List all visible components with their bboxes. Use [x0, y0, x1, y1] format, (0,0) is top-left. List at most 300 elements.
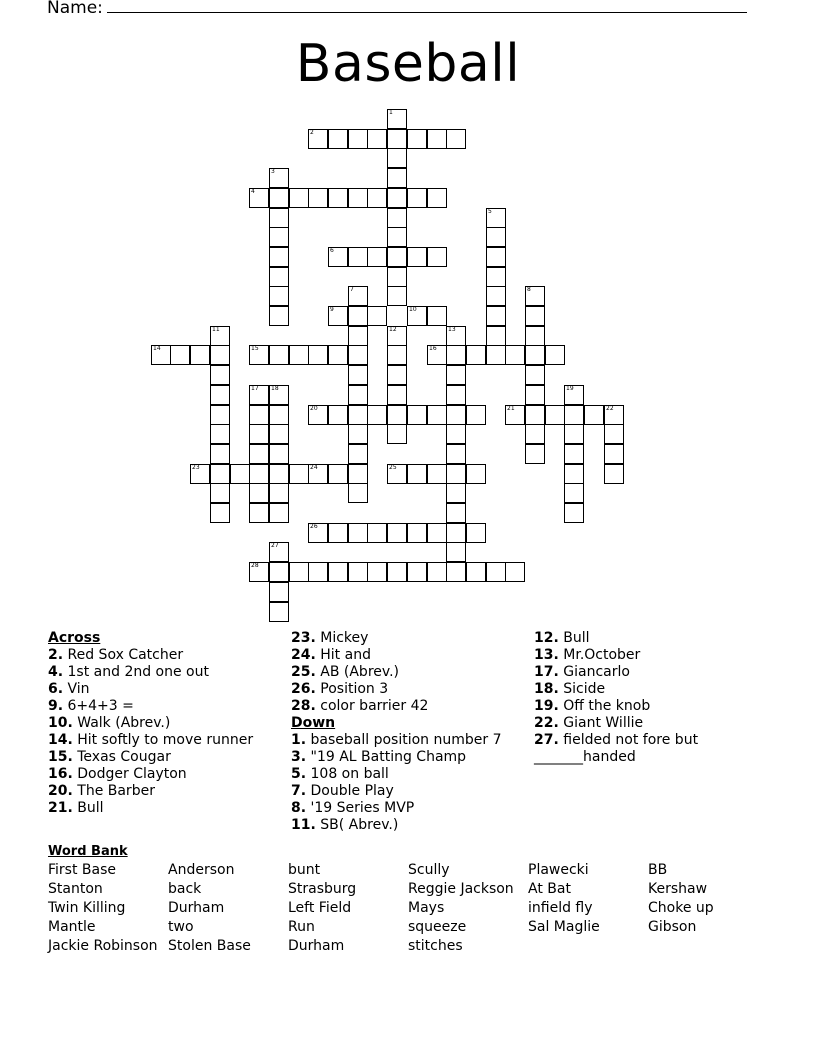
grid-cell[interactable] — [249, 385, 269, 405]
grid-cell[interactable] — [328, 306, 348, 326]
grid-cell[interactable] — [564, 424, 584, 444]
clue-22 — [534, 715, 698, 732]
grid-cell[interactable] — [525, 405, 545, 425]
clue-text: Red Sox Catcher — [63, 647, 184, 663]
grid-cell[interactable] — [486, 562, 506, 582]
grid-cell[interactable] — [249, 188, 269, 208]
word-bank-entry: Scully — [408, 862, 450, 878]
grid-cell[interactable] — [387, 424, 407, 444]
cell-number: 8 — [527, 286, 531, 293]
name-underline[interactable] — [107, 0, 747, 13]
grid-cell[interactable] — [407, 405, 427, 425]
grid-cell[interactable] — [387, 208, 407, 228]
cell-number: 21 — [507, 405, 515, 412]
grid-cell[interactable] — [308, 188, 328, 208]
word-bank-entry: bunt — [288, 862, 321, 878]
cell-number: 25 — [389, 464, 397, 471]
across-heading: Across — [48, 630, 101, 646]
grid-cell[interactable] — [289, 345, 309, 365]
grid-cell[interactable] — [190, 345, 210, 365]
clue-2 — [48, 647, 253, 664]
clue-number: 10. — [48, 715, 73, 731]
cell-number: 13 — [448, 326, 456, 333]
clue-text: AB (Abrev.) — [315, 664, 399, 680]
clue-text: Hit softly to move runner — [72, 732, 254, 748]
grid-cell[interactable] — [210, 503, 230, 523]
word-bank-entry: Anderson — [168, 862, 235, 878]
grid-cell[interactable] — [308, 562, 328, 582]
grid-cell[interactable] — [407, 129, 427, 149]
grid-cell[interactable] — [210, 326, 230, 346]
clue-text: Bull — [558, 630, 590, 646]
clue-number: 16. — [48, 766, 73, 782]
grid-cell[interactable] — [446, 523, 466, 543]
clue-number: 1. — [291, 732, 307, 748]
clue-number: 12. — [534, 630, 559, 646]
clue-27 — [534, 732, 698, 749]
cell-number: 4 — [251, 188, 255, 195]
grid-cell[interactable] — [427, 464, 447, 484]
grid-cell[interactable] — [210, 424, 230, 444]
cell-number: 23 — [192, 464, 200, 471]
grid-cell[interactable] — [308, 129, 328, 149]
grid-cell[interactable] — [387, 168, 407, 188]
cell-number: 11 — [212, 326, 220, 333]
grid-cell[interactable] — [269, 464, 289, 484]
cell-number: 3 — [271, 168, 275, 175]
word-bank-entry: infield fly — [528, 900, 593, 916]
cell-number: 16 — [429, 345, 437, 352]
grid-cell[interactable] — [210, 444, 230, 464]
clue-number: 27. — [534, 732, 559, 748]
grid-cell[interactable] — [210, 345, 230, 365]
grid-cell[interactable] — [525, 424, 545, 444]
clue-number: 17. — [534, 664, 559, 680]
clue-text: Giant Willie — [558, 715, 644, 731]
grid-cell[interactable] — [525, 286, 545, 306]
grid-cell[interactable] — [387, 562, 407, 582]
grid-cell[interactable] — [269, 424, 289, 444]
grid-cell[interactable] — [328, 464, 348, 484]
grid-cell[interactable] — [387, 129, 407, 149]
grid-cell[interactable] — [348, 365, 368, 385]
clue-19 — [534, 698, 698, 715]
grid-cell[interactable] — [407, 562, 427, 582]
grid-cell[interactable] — [308, 523, 328, 543]
word-bank-entry: Stanton — [48, 881, 103, 897]
grid-cell[interactable] — [525, 385, 545, 405]
word-bank-entry: Kershaw — [648, 881, 708, 897]
grid-cell[interactable] — [446, 444, 466, 464]
clue-25 — [291, 664, 501, 681]
grid-cell[interactable] — [249, 483, 269, 503]
grid-cell[interactable] — [269, 188, 289, 208]
clue-text: 1st and 2nd one out — [63, 664, 209, 680]
grid-cell[interactable] — [387, 227, 407, 247]
clue-7 — [291, 783, 501, 800]
grid-cell[interactable] — [564, 503, 584, 523]
grid-cell[interactable] — [446, 405, 466, 425]
grid-cell[interactable] — [269, 542, 289, 562]
grid-cell[interactable] — [525, 326, 545, 346]
grid-cell[interactable] — [486, 267, 506, 287]
grid-cell[interactable] — [505, 345, 525, 365]
grid-cell[interactable] — [407, 464, 427, 484]
word-bank-entry: At Bat — [528, 881, 571, 897]
grid-cell[interactable] — [427, 523, 447, 543]
name-field[interactable] — [47, 0, 747, 18]
grid-cell[interactable] — [269, 345, 289, 365]
grid-cell[interactable] — [308, 345, 328, 365]
clue-text: Off the knob — [558, 698, 651, 714]
clue-number: 24. — [291, 647, 316, 663]
grid-cell[interactable] — [427, 188, 447, 208]
grid-cell[interactable] — [564, 405, 584, 425]
grid-cell[interactable] — [249, 562, 269, 582]
grid-cell[interactable] — [348, 385, 368, 405]
grid-cell[interactable] — [387, 523, 407, 543]
clue-number: 6. — [48, 681, 64, 697]
cell-number: 18 — [271, 385, 279, 392]
grid-cell[interactable] — [446, 464, 466, 484]
word-bank-entry: two — [168, 919, 194, 935]
grid-cell[interactable] — [545, 345, 565, 365]
grid-cell[interactable] — [446, 503, 466, 523]
grid-cell[interactable] — [486, 247, 506, 267]
grid-cell[interactable] — [387, 109, 407, 129]
grid-cell[interactable] — [269, 385, 289, 405]
grid-cell[interactable] — [387, 286, 407, 306]
clue-text: Mickey — [315, 630, 369, 646]
clue-3 — [291, 749, 501, 766]
grid-cell[interactable] — [466, 562, 486, 582]
grid-cell[interactable] — [328, 247, 348, 267]
word-bank-entry: squeeze — [408, 919, 467, 935]
clue-number: 20. — [48, 783, 73, 799]
clue-10 — [48, 715, 253, 732]
cell-number: 15 — [251, 345, 259, 352]
clue-16 — [48, 766, 253, 783]
clue-text: color barrier 42 — [315, 698, 429, 714]
grid-cell[interactable] — [210, 385, 230, 405]
clue-number: 8. — [291, 800, 307, 816]
cell-number: 20 — [310, 405, 318, 412]
cell-number: 6 — [330, 247, 334, 254]
cell-number: 22 — [606, 405, 614, 412]
clue-text: 108 on ball — [306, 766, 389, 782]
cell-number: 10 — [409, 306, 417, 313]
grid-cell[interactable] — [427, 129, 447, 149]
grid-cell[interactable] — [427, 247, 447, 267]
grid-cell[interactable] — [367, 405, 387, 425]
grid-cell[interactable] — [545, 405, 565, 425]
grid-cell[interactable] — [190, 464, 210, 484]
grid-cell[interactable] — [407, 188, 427, 208]
grid-cell[interactable] — [249, 345, 269, 365]
grid-cell[interactable] — [446, 424, 466, 444]
grid-cell[interactable] — [210, 464, 230, 484]
grid-cell[interactable] — [269, 444, 289, 464]
grid-cell[interactable] — [564, 444, 584, 464]
grid-cell[interactable] — [328, 523, 348, 543]
grid-cell[interactable] — [446, 326, 466, 346]
grid-cell[interactable] — [348, 247, 368, 267]
clue-number: 26. — [291, 681, 316, 697]
word-bank-entry: BB — [648, 862, 668, 878]
grid-cell[interactable] — [348, 483, 368, 503]
grid-cell[interactable] — [387, 326, 407, 346]
grid-cell[interactable] — [427, 345, 447, 365]
clue-number: 22. — [534, 715, 559, 731]
word-bank-entry: Strasburg — [288, 881, 357, 897]
grid-cell[interactable] — [269, 483, 289, 503]
grid-cell[interactable] — [387, 267, 407, 287]
grid-cell[interactable] — [564, 483, 584, 503]
grid-cell[interactable] — [446, 345, 466, 365]
grid-cell[interactable] — [367, 523, 387, 543]
grid-cell[interactable] — [486, 326, 506, 346]
grid-cell[interactable] — [367, 306, 387, 326]
grid-cell[interactable] — [308, 405, 328, 425]
grid-cell[interactable] — [525, 365, 545, 385]
grid-cell[interactable] — [249, 405, 269, 425]
cell-number: 12 — [389, 326, 397, 333]
grid-cell[interactable] — [269, 306, 289, 326]
grid-cell[interactable] — [348, 444, 368, 464]
grid-cell[interactable] — [367, 129, 387, 149]
grid-cell[interactable] — [348, 326, 368, 346]
grid-cell[interactable] — [387, 345, 407, 365]
cell-number: 19 — [566, 385, 574, 392]
clue-21 — [48, 800, 253, 817]
grid-cell[interactable] — [387, 405, 407, 425]
clue-number: 18. — [534, 681, 559, 697]
grid-cell[interactable] — [249, 444, 269, 464]
grid-cell[interactable] — [446, 129, 466, 149]
clue-text: Walk (Abrev.) — [72, 715, 171, 731]
grid-cell[interactable] — [427, 405, 447, 425]
word-bank-entry: Left Field — [288, 900, 352, 916]
word-bank-heading: Word Bank — [48, 844, 128, 859]
grid-cell[interactable] — [269, 227, 289, 247]
grid-cell[interactable] — [387, 148, 407, 168]
grid-cell[interactable] — [289, 562, 309, 582]
grid-cell[interactable] — [407, 247, 427, 267]
clue-28 — [291, 698, 501, 715]
cell-number: 27 — [271, 542, 279, 549]
grid-cell[interactable] — [446, 385, 466, 405]
grid-cell[interactable] — [328, 188, 348, 208]
cell-number: 14 — [153, 345, 161, 352]
grid-cell[interactable] — [584, 405, 604, 425]
grid-cell[interactable] — [466, 405, 486, 425]
clue-number: 2. — [48, 647, 64, 663]
clue-text: Double Play — [306, 783, 394, 799]
clue-4 — [48, 664, 253, 681]
grid-cell[interactable] — [269, 267, 289, 287]
clue-text: SB( Abrev.) — [315, 817, 399, 833]
clue-18 — [534, 681, 698, 698]
clue-text: Position 3 — [315, 681, 389, 697]
grid-cell[interactable] — [210, 405, 230, 425]
cell-number: 2 — [310, 129, 314, 136]
grid-cell[interactable] — [604, 424, 624, 444]
word-bank-entry: stitches — [408, 938, 463, 954]
grid-cell[interactable] — [269, 503, 289, 523]
grid-cell[interactable] — [348, 424, 368, 444]
grid-cell[interactable] — [348, 129, 368, 149]
grid-cell[interactable] — [446, 542, 466, 562]
clue-number: 15. — [48, 749, 73, 765]
grid-cell[interactable] — [170, 345, 190, 365]
grid-cell[interactable] — [466, 345, 486, 365]
grid-cell[interactable] — [289, 188, 309, 208]
clue-number: 7. — [291, 783, 307, 799]
grid-cell[interactable] — [348, 286, 368, 306]
clue-number: 13. — [534, 647, 559, 663]
clue-text: Dodger Clayton — [72, 766, 187, 782]
grid-cell[interactable] — [348, 464, 368, 484]
grid-cell[interactable] — [269, 247, 289, 267]
cell-number: 1 — [389, 109, 393, 116]
clue-number: 21. — [48, 800, 73, 816]
clue-text: Sicide — [558, 681, 606, 697]
clue-number: 14. — [48, 732, 73, 748]
clue-17 — [534, 664, 698, 681]
grid-cell[interactable] — [328, 562, 348, 582]
grid-cell[interactable] — [525, 444, 545, 464]
grid-cell[interactable] — [249, 464, 269, 484]
clue-number: 3. — [291, 749, 307, 765]
grid-cell[interactable] — [604, 464, 624, 484]
grid-cell[interactable] — [427, 562, 447, 582]
grid-cell[interactable] — [210, 483, 230, 503]
grid-cell[interactable] — [387, 247, 407, 267]
grid-cell[interactable] — [466, 464, 486, 484]
grid-cell[interactable] — [564, 385, 584, 405]
word-bank-entry: Plawecki — [528, 862, 589, 878]
grid-cell[interactable] — [486, 306, 506, 326]
grid-cell[interactable] — [348, 562, 368, 582]
down-heading: Down — [291, 715, 336, 731]
clue-number: 4. — [48, 664, 64, 680]
grid-cell[interactable] — [289, 464, 309, 484]
word-bank-entry: Twin Killing — [48, 900, 126, 916]
grid-cell[interactable] — [604, 405, 624, 425]
grid-cell[interactable] — [486, 345, 506, 365]
cell-number: 28 — [251, 562, 259, 569]
grid-cell[interactable] — [151, 345, 171, 365]
grid-cell[interactable] — [348, 345, 368, 365]
grid-cell[interactable] — [367, 562, 387, 582]
clue-26 — [291, 681, 501, 698]
grid-cell[interactable] — [269, 562, 289, 582]
grid-cell[interactable] — [367, 188, 387, 208]
grid-cell[interactable] — [210, 365, 230, 385]
clue-number: 28. — [291, 698, 316, 714]
grid-cell[interactable] — [446, 483, 466, 503]
grid-cell[interactable] — [407, 523, 427, 543]
word-bank-entry: Stolen Base — [168, 938, 251, 954]
grid-cell[interactable] — [269, 286, 289, 306]
grid-cell[interactable] — [486, 286, 506, 306]
clue-number: 19. — [534, 698, 559, 714]
grid-cell[interactable] — [604, 444, 624, 464]
grid-cell[interactable] — [564, 464, 584, 484]
grid-cell[interactable] — [446, 365, 466, 385]
word-bank-entry: Durham — [168, 900, 225, 916]
grid-cell[interactable] — [328, 345, 348, 365]
word-bank-entry: First Base — [48, 862, 117, 878]
grid-cell[interactable] — [308, 464, 328, 484]
grid-cell[interactable] — [328, 405, 348, 425]
word-bank-entry: Sal Maglie — [528, 919, 600, 935]
grid-cell[interactable] — [407, 306, 427, 326]
grid-cell[interactable] — [387, 365, 407, 385]
clue-text: fielded not fore but — [558, 732, 699, 748]
grid-cell[interactable] — [525, 345, 545, 365]
grid-cell[interactable] — [230, 464, 250, 484]
word-bank-entry: Durham — [288, 938, 345, 954]
clue-1 — [291, 732, 501, 749]
clue-text: "19 AL Batting Champ — [306, 749, 467, 765]
grid-cell[interactable] — [505, 405, 525, 425]
grid-cell[interactable] — [269, 168, 289, 188]
grid-cell[interactable] — [387, 464, 407, 484]
grid-cell[interactable] — [486, 208, 506, 228]
cell-number: 26 — [310, 523, 318, 530]
clue-number: 25. — [291, 664, 316, 680]
clue-text: 6+4+3 = — [63, 698, 134, 714]
word-bank-entry: Run — [288, 919, 315, 935]
cell-number: 17 — [251, 385, 259, 392]
cell-number: 24 — [310, 464, 318, 471]
grid-cell[interactable] — [486, 227, 506, 247]
grid-cell[interactable] — [249, 424, 269, 444]
clue-number: 11. — [291, 817, 316, 833]
clue-24 — [291, 647, 501, 664]
grid-cell[interactable] — [269, 582, 289, 602]
clue-number: 5. — [291, 766, 307, 782]
clue-8 — [291, 800, 501, 817]
clue-20 — [48, 783, 253, 800]
grid-cell[interactable] — [269, 602, 289, 622]
grid-cell[interactable] — [427, 306, 447, 326]
grid-cell[interactable] — [525, 306, 545, 326]
grid-cell[interactable] — [348, 523, 368, 543]
grid-cell[interactable] — [466, 523, 486, 543]
clue-text: Mr.October — [558, 647, 641, 663]
grid-cell[interactable] — [367, 247, 387, 267]
grid-cell[interactable] — [387, 385, 407, 405]
clues-column-2 — [291, 630, 501, 834]
grid-cell[interactable] — [387, 188, 407, 208]
grid-cell[interactable] — [446, 562, 466, 582]
grid-cell[interactable] — [328, 129, 348, 149]
clue-13 — [534, 647, 698, 664]
clue-text: Giancarlo — [558, 664, 630, 680]
grid-cell[interactable] — [348, 188, 368, 208]
grid-cell[interactable] — [348, 405, 368, 425]
clue-text: '19 Series MVP — [306, 800, 415, 816]
word-bank-entry: Mays — [408, 900, 445, 916]
grid-cell[interactable] — [269, 208, 289, 228]
cell-number: 5 — [488, 208, 492, 215]
grid-cell[interactable] — [348, 306, 368, 326]
grid-cell[interactable] — [269, 405, 289, 425]
grid-cell[interactable] — [505, 562, 525, 582]
grid-cell[interactable] — [249, 503, 269, 523]
